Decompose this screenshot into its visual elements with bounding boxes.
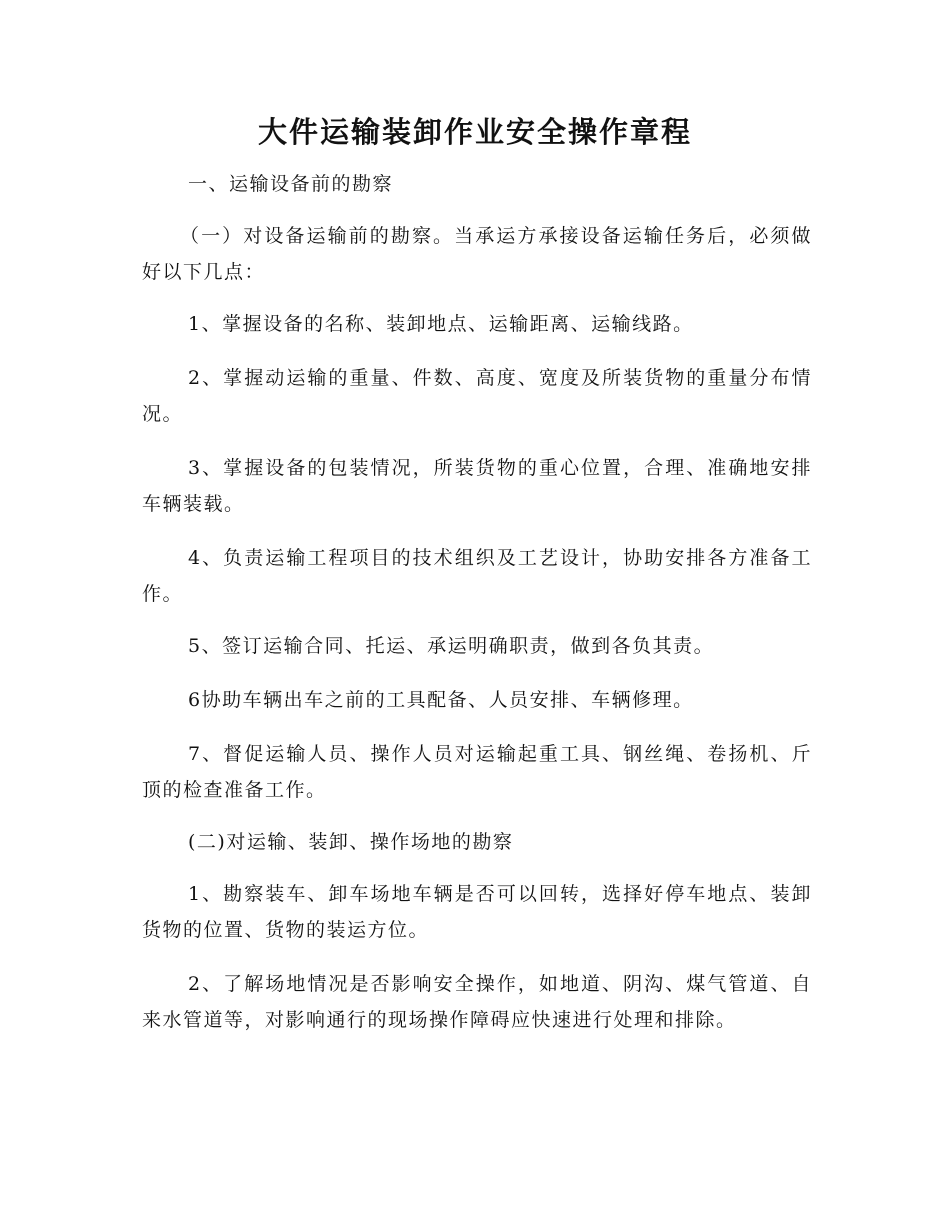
subsection-heading-2: (二)对运输、装卸、操作场地的勘察 [188,831,514,853]
section-heading-1: 一、运输设备前的勘察 [188,173,394,195]
list-item: 6协助车辆出车之前的工具配备、人员安排、车辆修理。 [188,689,694,711]
list-item: 4、负责运输工程项目的技术组织及工艺设计，协助安排各方准备工作。 [142,547,812,605]
list-item: 7、督促运输人员、操作人员对运输起重工具、钢丝绳、卷扬机、斤顶的检查准备工作。 [142,743,812,801]
document-title: 大件运输装卸作业安全操作章程 [257,115,692,149]
list-item: 5、签订运输合同、托运、承运明确职责，做到各负其责。 [188,635,715,657]
list-item: 1、勘察装车、卸车场地车辆是否可以回转，选择好停车地点、装卸货物的位置、货物的装运方位。 [142,883,812,941]
subsection-heading-1: （一）对设备运输前的勘察。当承运方承接设备运输任务后，必须做好以下几点： [142,225,812,283]
list-item: 2、掌握动运输的重量、件数、高度、宽度及所装货物的重量分布情况。 [142,367,812,425]
list-item: 2、了解场地情况是否影响安全操作，如地道、阴沟、煤气管道、自来水管道等，对影响通行的现场操作障碍应快速进行处理和排除。 [142,973,812,1031]
list-item: 1、掌握设备的名称、装卸地点、运输距离、运输线路。 [188,313,694,335]
list-item: 3、掌握设备的包装情况，所装货物的重心位置，合理、准确地安排车辆装载。 [142,457,812,515]
